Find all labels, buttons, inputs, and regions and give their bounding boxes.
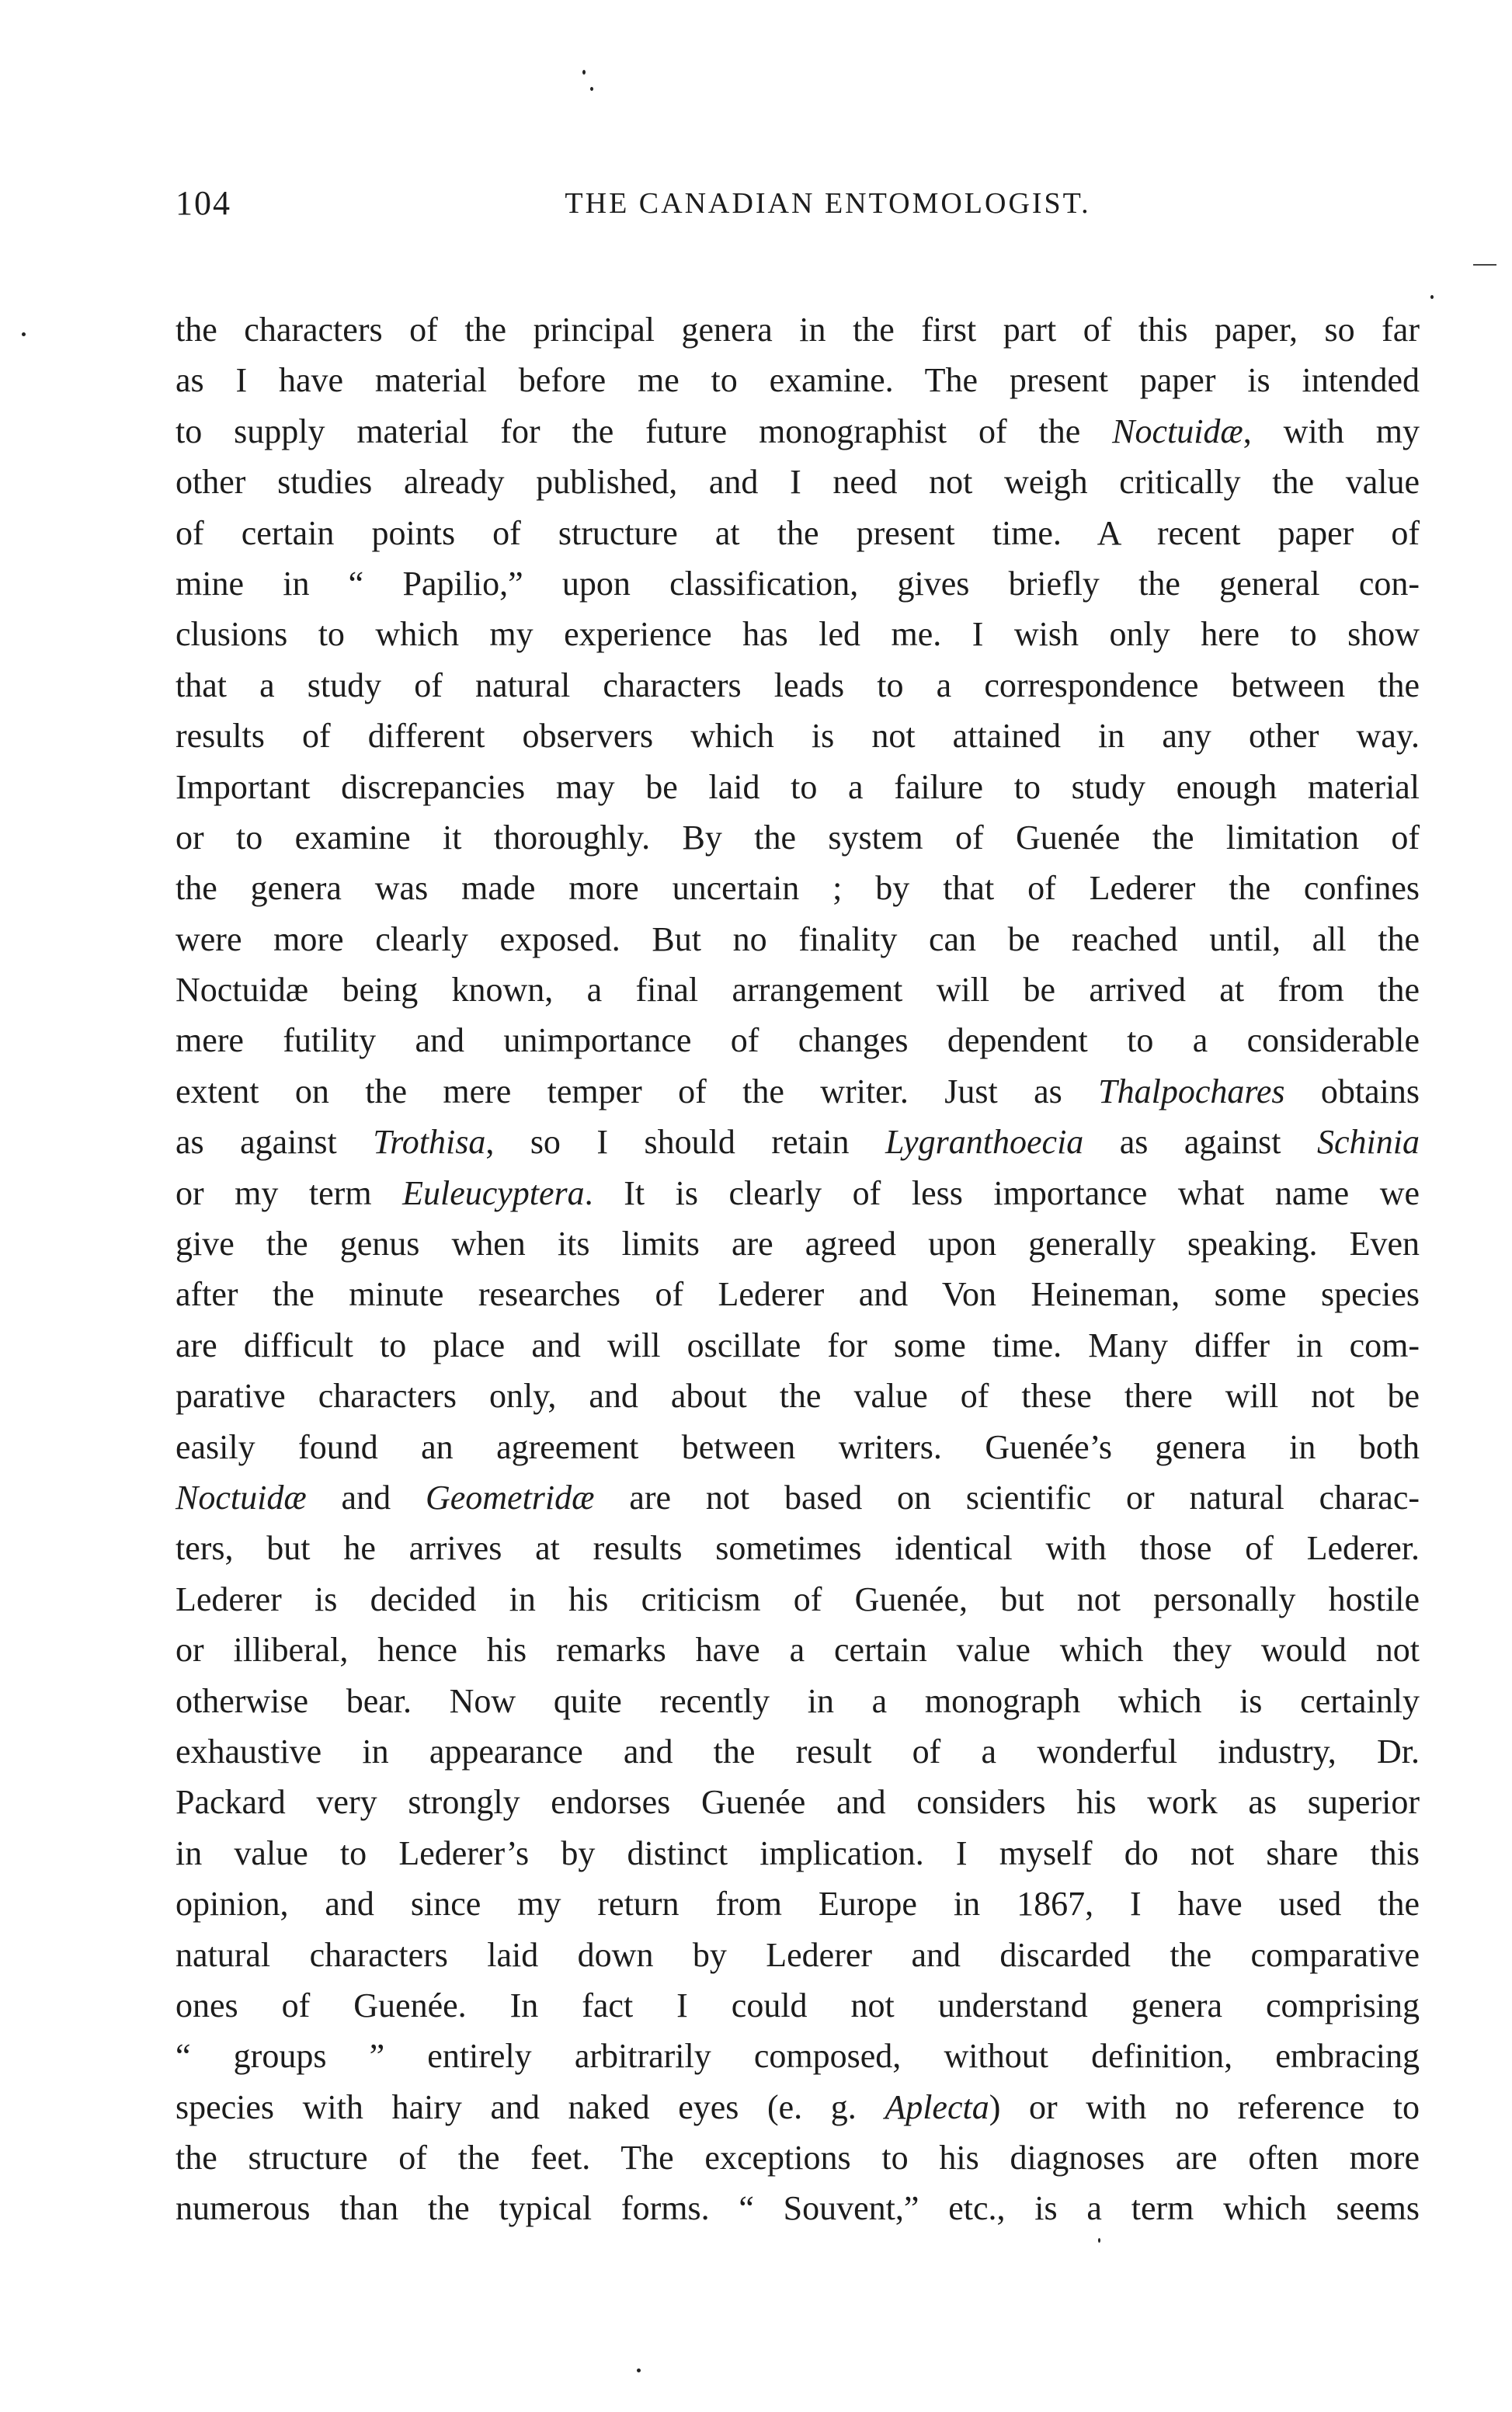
text-run: of certain points of structure at the present time. A recent paper of [176,513,1420,552]
text-run: obtains [1284,1072,1420,1110]
text-run: that a study of natural characters leads to a correspondence between the [176,666,1420,704]
text-run: exhaustive in appearance and the result of a wonderful industry, Dr. [176,1732,1420,1771]
text-line [176,406,1420,457]
text-line [176,2132,1420,2183]
text-line [176,964,1420,1015]
text-run: are difficult to place and will oscillate for some time. Many differ in com- [176,1326,1420,1364]
header-rule-mark [1473,264,1496,266]
text-line [176,1676,1420,1726]
italic-term: Geometridæ [425,1478,595,1517]
text-run: ters, but he arrives at results sometimes identical with those of Lederer. [176,1529,1420,1568]
text-run: opinion, and since my return from Europe in 1867, I have used the [176,1885,1420,1924]
italic-term: Trothisa [373,1123,486,1162]
text-line [176,1726,1420,1777]
italic-term: Thalpochares [1098,1072,1285,1110]
text-run: ) or with no reference to [989,2087,1420,2126]
text-line [176,1168,1420,1218]
text-line [176,2082,1420,2132]
scan-speck [590,87,593,91]
scan-speck [22,332,26,336]
body-text [176,304,1420,2234]
italic-term: Schinia [1317,1123,1420,1162]
text-run: parative characters only, and about the value of these there will not be [176,1377,1420,1416]
text-run: Important discrepancies may be laid to a failure to study enough material [176,767,1420,806]
text-line [176,863,1420,913]
text-line [176,1472,1420,1523]
text-line [176,1117,1420,1167]
text-run: , with my [1243,412,1420,450]
text-line [176,2031,1420,2081]
text-line [176,1218,1420,1269]
text-run: as I have material before me to examine. The present paper is intended [176,361,1420,400]
text-line [176,2183,1420,2233]
text-line [176,1980,1420,2031]
italic-term: Noctuidæ [176,1478,307,1517]
italic-term: Euleucyptera [402,1173,585,1212]
text-line [176,508,1420,558]
text-run: species with hairy and naked eyes (e. g. [176,2087,885,2126]
running-title: THE CANADIAN ENTOMOLOGIST. [565,187,1091,220]
text-line [176,1828,1420,1879]
italic-term: Aplecta [885,2087,989,2126]
text-line [176,1574,1420,1625]
text-run: otherwise bear. Now quite recently in a monograph which is certainly [176,1681,1420,1720]
text-line [176,457,1420,507]
text-run: other studies already published, and I need not weigh critically the value [176,463,1420,502]
text-line [176,1625,1420,1675]
text-line [176,660,1420,711]
text-run: and [306,1478,426,1517]
text-line [176,1879,1420,1929]
text-line [176,1422,1420,1472]
text-line [176,355,1420,405]
text-run: or illiberal, hence his remarks have a certain value which they would not [176,1631,1420,1670]
text-run: in value to Lederer’s by distinct implication. I myself do not share this [176,1833,1420,1872]
text-run: were more clearly exposed. But no finality can be reached until, all the [176,919,1420,958]
text-line [176,812,1420,863]
text-run: or my term [176,1173,403,1212]
text-run: . It is clearly of less importance what name we [584,1173,1420,1212]
text-line [176,1269,1420,1319]
text-run: as against [1083,1123,1318,1162]
scan-speck [582,70,586,75]
text-run: “ groups ” entirely arbitrarily composed, without definition, embracing [176,2037,1420,2076]
text-line [176,762,1420,812]
text-run: ones of Guenée. In fact I could not understand genera comprising [176,1986,1420,2024]
text-run: numerous than the typical forms. “ Souvent,” etc., is a term which seems [176,2189,1420,2228]
page-number: 104 [176,184,231,222]
text-line [176,1066,1420,1117]
page-header [176,177,1434,231]
text-line [176,1523,1420,1573]
text-line [176,1320,1420,1371]
text-run: mine in “ Papilio,” upon classification, gives briefly the general con- [176,564,1420,603]
scan-speck [1430,295,1434,299]
text-run: or to examine it thoroughly. By the system of Guenée the limitation of [176,818,1420,857]
text-run: the characters of the principal genera in the first part of this paper, so far [176,311,1420,349]
text-run: Noctuidæ being known, a final arrangement will be arrived at from the [176,971,1420,1010]
text-run: easily found an agreement between writers. Guenée’s genera in both [176,1427,1420,1466]
text-line [176,914,1420,964]
text-run: Packard very strongly endorses Guenée and considers his work as superior [176,1783,1420,1822]
text-run: to supply material for the future monographist of the [176,412,1113,450]
text-run: the genera was made more uncertain ; by that of Lederer the confines [176,869,1420,908]
italic-term: Noctuidæ [1112,412,1243,450]
text-line [176,1371,1420,1421]
text-run: give the genus when its limits are agreed upon generally speaking. Even [176,1225,1420,1263]
scan-speck [637,2369,641,2372]
text-line [176,609,1420,659]
text-run: extent on the mere temper of the writer. Just as [176,1072,1099,1110]
text-line [176,1015,1420,1065]
text-run: natural characters laid down by Lederer and discarded the comparative [176,1935,1420,1974]
text-run: as against [176,1123,374,1162]
text-run: mere futility and unimportance of changes dependent to a considerable [176,1021,1420,1060]
text-line [176,558,1420,609]
text-run: are not based on scientific or natural charac- [594,1478,1420,1517]
text-run: clusions to which my experience has led me. I wish only here to show [176,615,1420,654]
text-run: results of different observers which is not attained in any other way. [176,717,1420,756]
scan-speck [1098,2238,1100,2243]
text-run: , so I should retain [485,1123,885,1162]
text-run: after the minute researches of Lederer and Von Heineman, some species [176,1275,1420,1314]
text-line [176,711,1420,761]
text-run: the structure of the feet. The exceptions to his diagnoses are often more [176,2139,1420,2177]
italic-term: Lygranthoecia [885,1123,1084,1162]
text-line [176,304,1420,355]
text-run: Lederer is decided in his criticism of Guenée, but not personally hostile [176,1580,1420,1618]
text-line [176,1930,1420,1980]
text-line [176,1777,1420,1827]
